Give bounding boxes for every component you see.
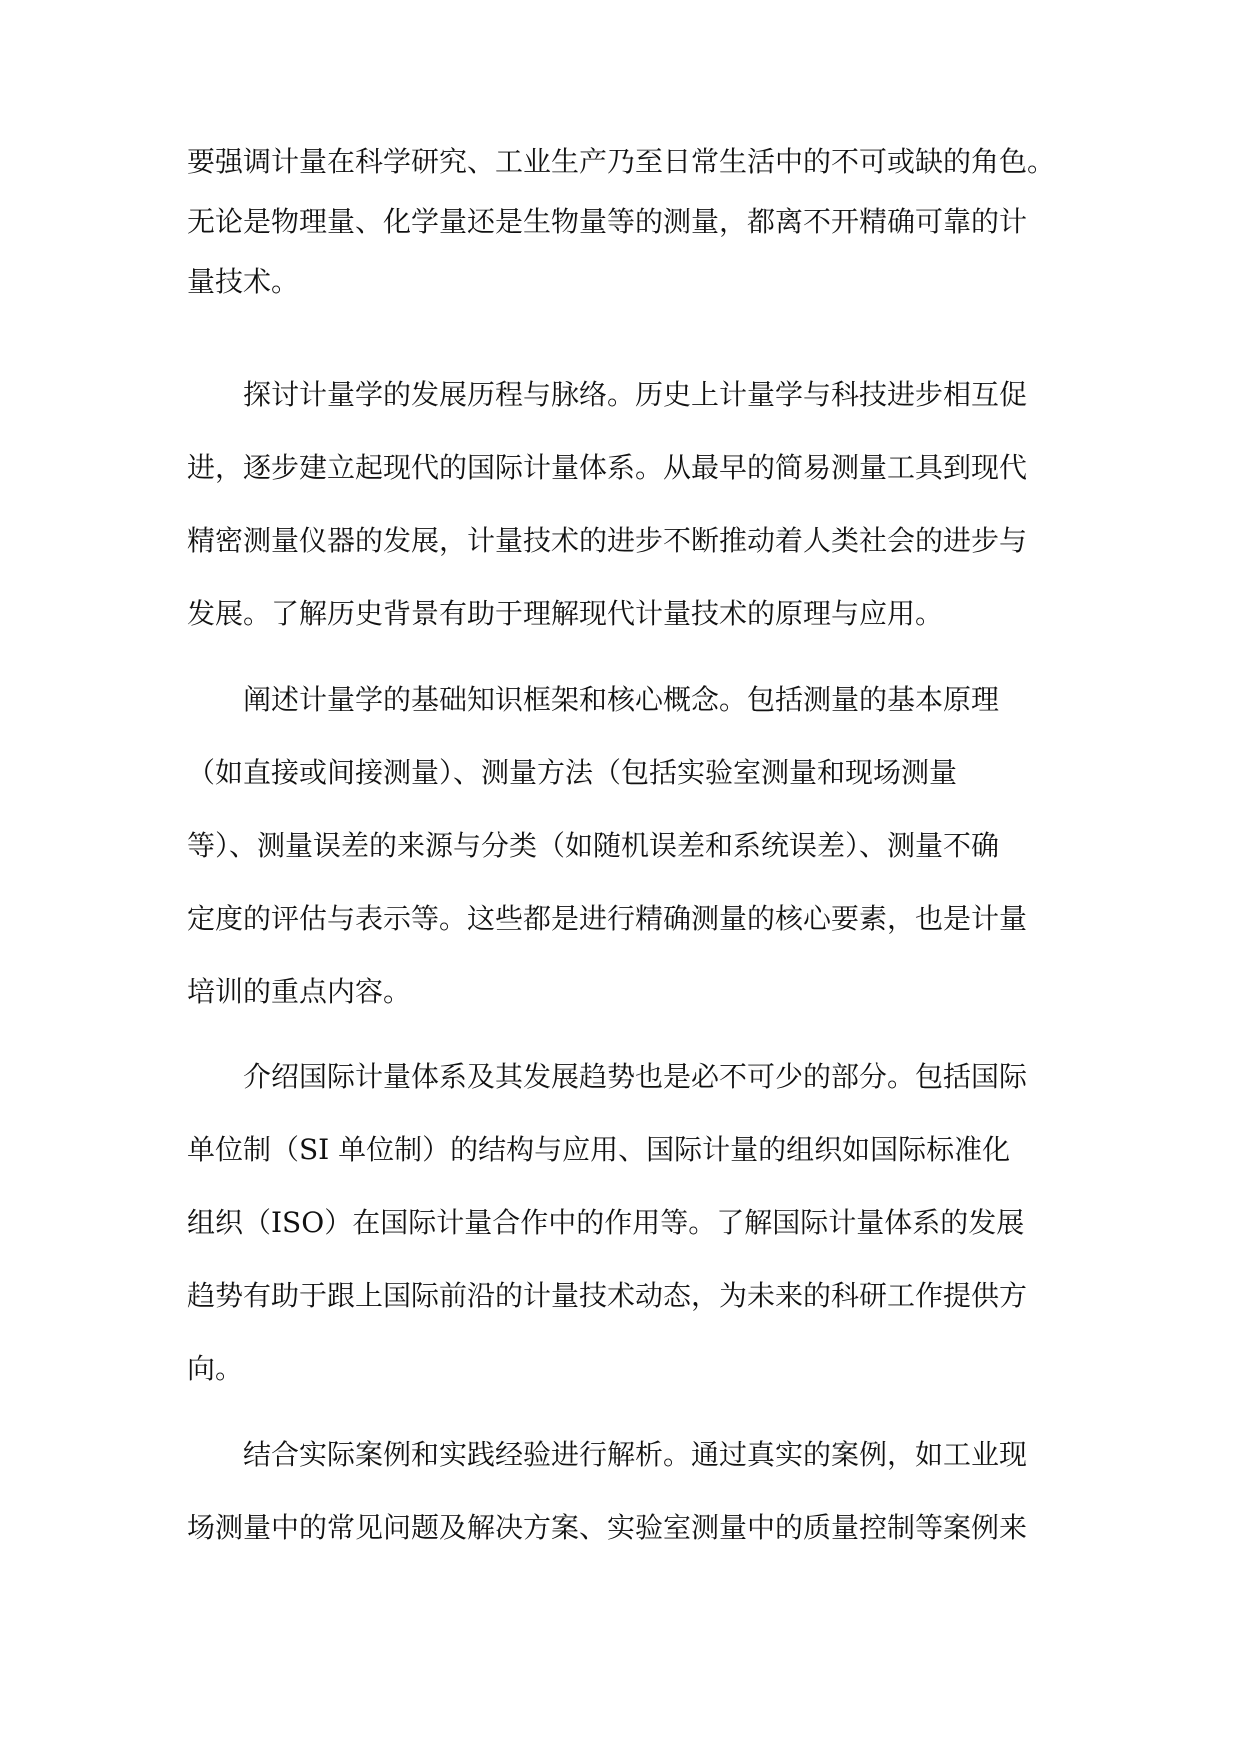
text-line: 定度的评估与表示等。这些都是进行精确测量的核心要素，也是计量 — [187, 902, 1028, 935]
paragraph-first-line: 阐述计量学的基础知识框架和核心概念。包括测量的基本原理 — [243, 683, 1000, 716]
paragraph-first-line: 介绍国际计量体系及其发展趋势也是必不可少的部分。包括国际 — [243, 1060, 1028, 1093]
text-line: 趋势有助于跟上国际前沿的计量技术动态，为未来的科研工作提供方 — [187, 1279, 1028, 1312]
paragraph-first-line: 结合实际案例和实践经验进行解析。通过真实的案例，如工业现 — [243, 1438, 1028, 1471]
text-line: 培训的重点内容。 — [187, 975, 412, 1008]
text-line: 发展。了解历史背景有助于理解现代计量技术的原理与应用。 — [187, 597, 944, 630]
text-line: 进，逐步建立起现代的国际计量体系。从最早的简易测量工具到现代 — [187, 451, 1028, 484]
text-line: 组织（ISO）在国际计量合作中的作用等。了解国际计量体系的发展 — [187, 1206, 1025, 1239]
text-line: 场测量中的常见问题及解决方案、实验室测量中的质量控制等案例来 — [187, 1511, 1028, 1544]
text-line: 向。 — [187, 1352, 244, 1385]
text-line: 单位制（SI 单位制）的结构与应用、国际计量的组织如国际标准化 — [187, 1133, 1011, 1166]
text-line: 要强调计量在科学研究、工业生产乃至日常生活中的不可或缺的角色。 — [187, 145, 1056, 178]
text-line: 量技术。 — [187, 265, 300, 298]
paragraph-first-line: 探讨计量学的发展历程与脉络。历史上计量学与科技进步相互促 — [243, 378, 1028, 411]
text-line: 等）、测量误差的来源与分类（如随机误差和系统误差）、测量不确 — [187, 829, 1000, 862]
text-line: （如直接或间接测量）、测量方法（包括实验室测量和现场测量 — [187, 756, 958, 789]
text-line: 精密测量仪器的发展，计量技术的进步不断推动着人类社会的进步与 — [187, 524, 1028, 557]
text-line: 无论是物理量、化学量还是生物量等的测量，都离不开精确可靠的计 — [187, 205, 1028, 238]
